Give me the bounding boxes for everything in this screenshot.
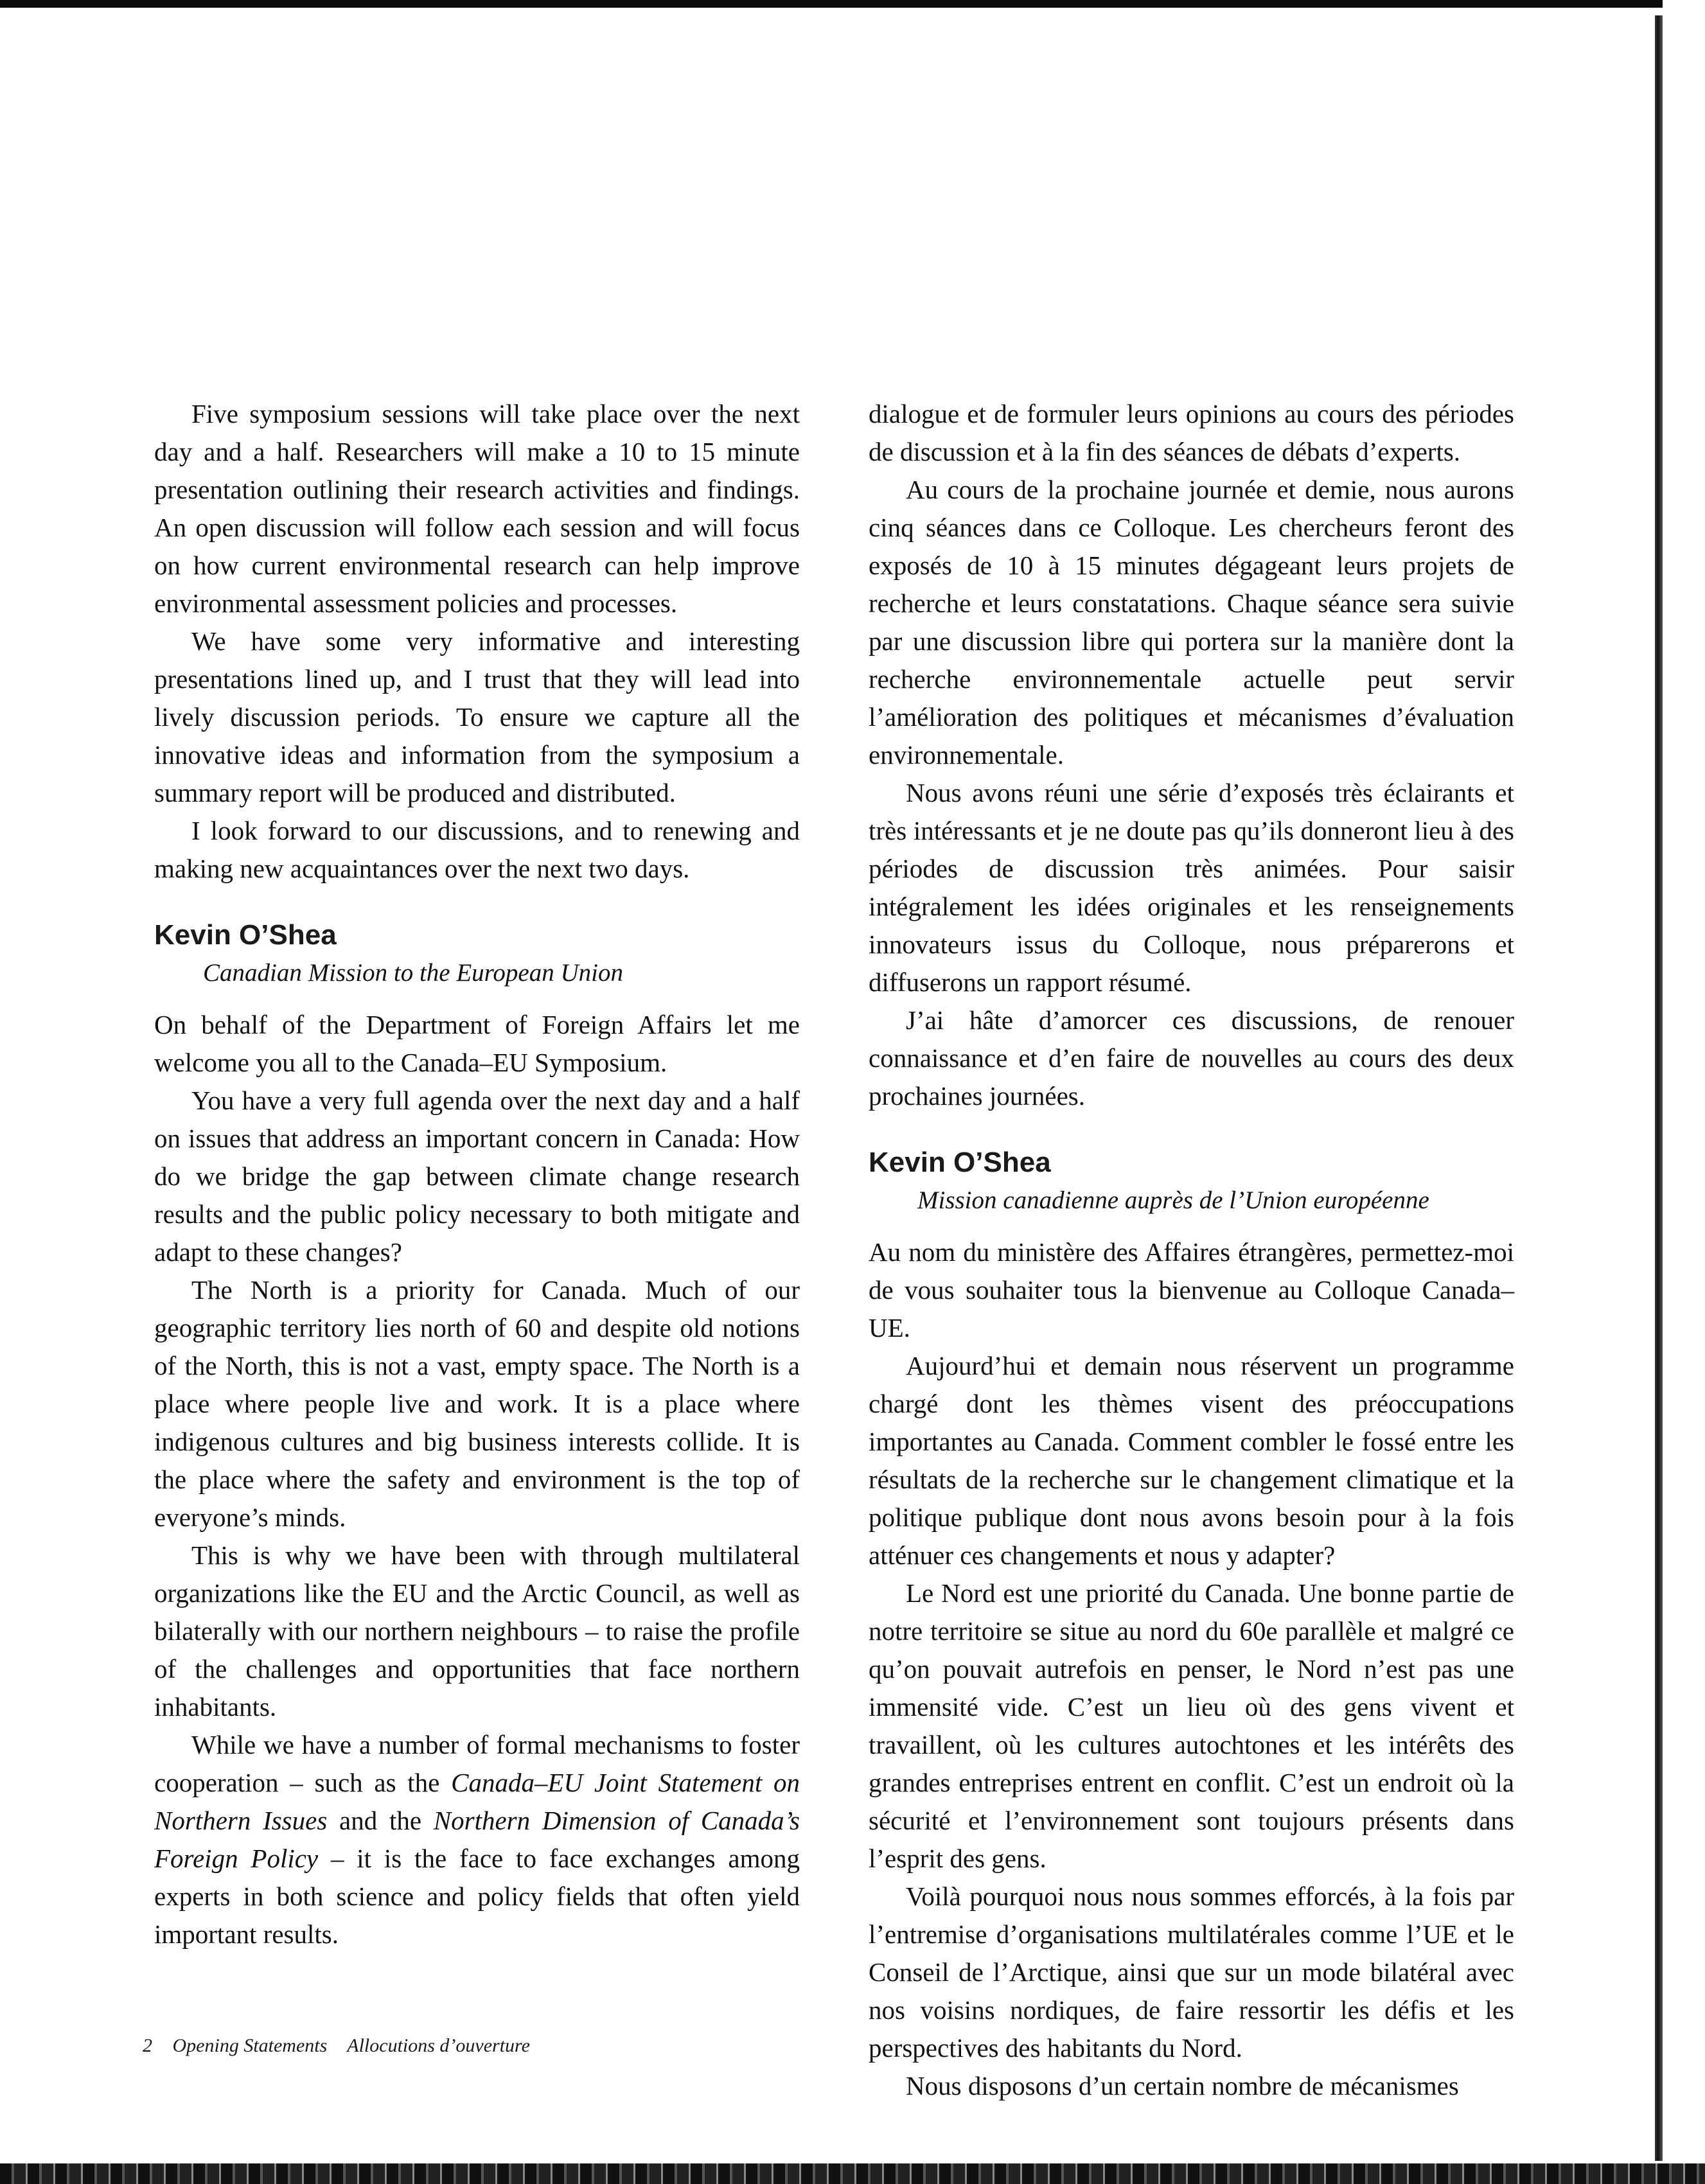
paragraph: Au nom du ministère des Affaires étrangères, permettez-moi de vous souhaiter tous la bienvenue au Colloque Canada–UE. [869,1237,1514,1343]
scan-border-top [0,0,1705,8]
paragraph-with-titles [154,1726,800,1953]
speaker-affiliation: Canadian Mission to the European Union [203,959,623,987]
speaker-name: Kevin O’Shea [869,1147,1051,1178]
speaker-affiliation: Mission canadienne auprès de l’Union européenne [917,1186,1429,1214]
paragraph: This is why we have been with through multilateral organizations like the EU and the Arctic Council, as well as bilaterally with our northern neighbours – to raise the profile of the challenges and opportunities that face northern inhabitants. [154,1540,800,1722]
page-number: 2 [143,2035,152,2056]
paragraph: Le Nord est une priorité du Canada. Une bonne partie de notre territoire se situe au nord du 60e parallèle et malgré ce qu’on pouvait autrefois en penser, le Nord n’est pas une immensité vide. C’est un lieu où des gens vivent et travaillent, où les cultures autochtones et les intérêts des grandes entreprises entrent en conflit. C’est un endroit où la sécurité et l’environnement sont toujours présents dans l’esprit des gens. [869,1578,1514,1873]
paragraph: Five symposium sessions will take place over the next day and a half. Researchers will make a 10 to 15 minute presentation outlining their research activities and findings. An open discussion will follow each session and will focus on how current environmental research can help improve environmental assessment policies and processes. [154,399,800,618]
paragraph: Au cours de la prochaine journée et demie, nous aurons cinq séances dans ce Colloque. Les chercheurs feront des exposés de 10 à 15 minutes dégageant leurs projets de recherche et leurs constatations. Chaque séance sera suivie par une discussion libre qui portera sur la manière dont la recherche environnementale actuelle peut servir l’amélioration des politiques et mécanismes d’évaluation environnementale. [869,475,1514,770]
paragraph: Nous avons réuni une série d’exposés très éclairants et très intéressants et je ne doute pas qu’ils donneront lieu à des périodes de discussion très animées. Pour saisir intégralement les idées originales et les renseignements innovateurs issus du Colloque, nous préparerons et diffuserons un rapport résumé. [869,778,1514,997]
paragraph: J’ai hâte d’amorcer ces discussions, de renouer connaissance et d’en faire de nouvelles au cours des deux prochaines journées. [869,1005,1514,1111]
paragraph: dialogue et de formuler leurs opinions au cours des périodes de discussion et à la fin des séances de débats d’experts. [869,399,1514,466]
section-title-english: Opening Statements [172,2035,328,2056]
document-title: Canada–EU Joint Statement on Northern Issues [154,1768,800,1835]
paragraph: Aujourd’hui et demain nous réservent un programme chargé dont les thèmes visent des préoccupations importantes au Canada. Comment combler le fossé entre les résultats de la recherche sur le changement climatique et la politique publique dont nous avons besoin pour à la fois atténuer ces changements et nous y adapter? [869,1351,1514,1570]
section-title-french: Allocutions d’ouverture [347,2035,530,2056]
paragraph: On behalf of the Department of Foreign Affairs let me welcome you all to the Canada–EU Symposium. [154,1010,800,1077]
scan-margin-right [1663,0,1705,2184]
paragraph: Voilà pourquoi nous nous sommes efforcés, à la fois par l’entremise d’organisations multilatérales comme l’UE et le Conseil de l’Arctique, ainsi que sur un mode bilatéral avec nos voisins nordiques, de faire ressortir les défis et les perspectives des habitants du Nord. [869,1881,1514,2063]
right-column-french [869,395,1514,2105]
page-footer [143,2033,545,2059]
paragraph: We have some very informative and interesting presentations lined up, and I trust that they will lead into lively discussion periods. To ensure we capture all the innovative ideas and information from the symposium a summary report will be produced and distributed. [154,626,800,807]
document-title: Northern Dimension of Canada’s Foreign Policy [154,1806,800,1873]
paragraph: Nous disposons d’un certain nombre de mécanismes [906,2071,1459,2100]
text-run: and the [327,1806,434,1835]
scan-border-right [1655,15,1663,2161]
text-run: – it is the face to face exchanges among experts in both science and policy fields that often yield important results. [154,1844,800,1949]
text-run: While we have a number of formal mechanisms to foster cooperation – such as the [154,1730,800,1797]
left-column-english [154,395,800,1953]
speaker-name: Kevin O’Shea [154,919,337,951]
paragraph: I look forward to our discussions, and to renewing and making new acquaintances over the next two days. [154,816,800,883]
paragraph: The North is a priority for Canada. Much of our geographic territory lies north of 60 and despite old notions of the North, this is not a vast, empty space. The North is a place where people live and work. It is a place where indigenous cultures and big business interests collide. It is the place where the safety and environment is the top of everyone’s minds. [154,1275,800,1532]
paragraph: You have a very full agenda over the next day and a half on issues that address an important concern in Canada: How do we bridge the gap between climate change research results and the public policy necessary to both mitigate and adapt to these changes? [154,1086,800,1267]
scan-border-bottom [0,2163,1705,2184]
